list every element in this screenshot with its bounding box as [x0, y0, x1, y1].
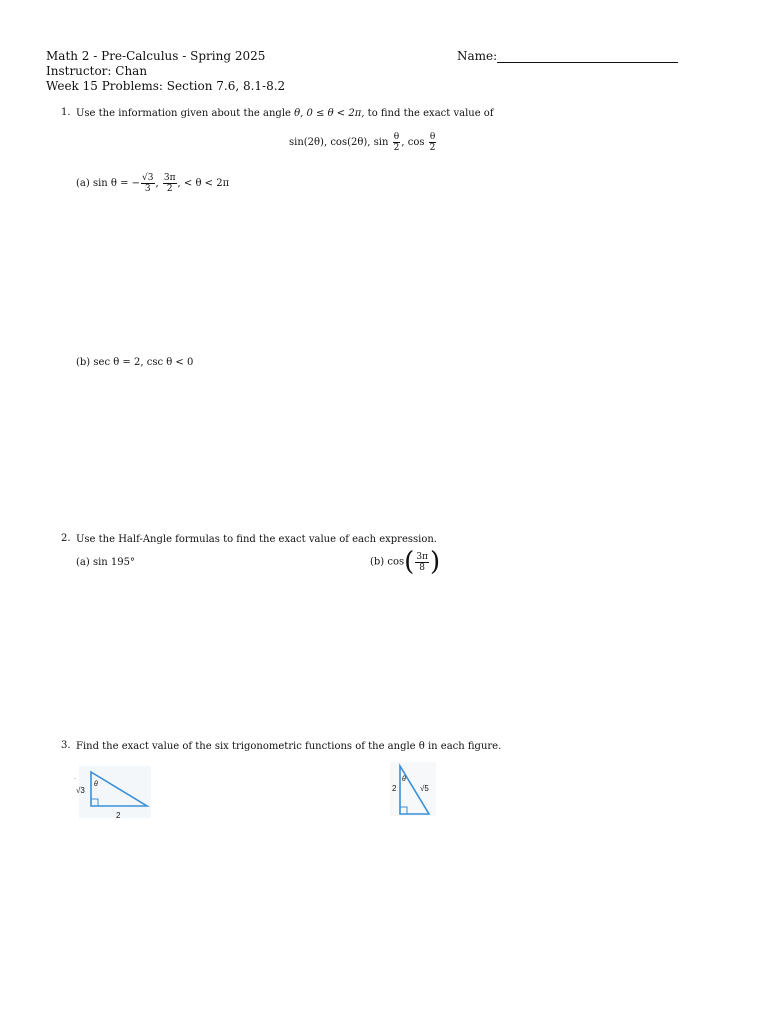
- horizontal-leg-label: 2: [116, 811, 121, 820]
- frac-denominator: 3: [144, 184, 151, 194]
- q1-target-coshalf-prefix: cos: [407, 137, 425, 148]
- q3-number: 3.: [61, 740, 71, 751]
- week-line: Week 15 Problems: Section 7.6, 8.1-8.2: [46, 79, 286, 93]
- q1-prompt: [76, 107, 494, 120]
- q3-figure-1-triangle: [70, 766, 160, 824]
- q3-figure-2-triangle: [386, 762, 438, 818]
- frac-denominator: 8: [419, 562, 426, 573]
- vertical-leg-label: 2: [392, 784, 397, 793]
- q1-target-cos2: cos(2θ),: [330, 137, 371, 148]
- hypotenuse-label: √5: [420, 784, 429, 793]
- stray-mark: ·: [74, 776, 76, 782]
- q3-prompt: Find the exact value of the six trigonometric functions of the angle θ in each figure.: [76, 741, 502, 752]
- figure-background: [79, 766, 151, 818]
- theta-label: θ: [402, 776, 406, 783]
- q1a-lhs: sin θ = −: [92, 178, 141, 189]
- q1b-label: (b): [76, 357, 91, 368]
- instructor-line: Instructor: Chan: [46, 64, 148, 78]
- q1-targets: [289, 132, 437, 153]
- q1a-fraction-root3: [141, 173, 154, 194]
- frac-numerator: 3π: [416, 551, 428, 562]
- frac-denominator: 2: [429, 143, 436, 153]
- theta-label: θ: [94, 781, 98, 788]
- q2-number: 2.: [61, 533, 71, 544]
- frac-numerator: √3: [142, 173, 154, 183]
- q1a-separator: ,: [155, 178, 159, 189]
- q2-prompt: Use the Half-Angle formulas to find the exact value of each expression.: [76, 534, 437, 545]
- q1b-statement: [76, 356, 193, 369]
- q2a-expr: sin 195°: [92, 557, 135, 568]
- q1-prompt-part-c: to find the exact value of: [367, 108, 494, 119]
- q1-prompt-domain: θ, 0 ≤ θ < 2π,: [294, 108, 365, 119]
- course-title: Math 2 - Pre-Calculus - Spring 2025: [46, 49, 266, 63]
- frac-numerator: 3π: [163, 173, 176, 183]
- q1b-text: sec θ = 2, csc θ < 0: [93, 357, 194, 368]
- name-label: Name:: [457, 49, 498, 63]
- q2b-label: (b): [370, 556, 385, 568]
- q1-target-sinhalf-fraction: [393, 132, 401, 153]
- q2a-statement: [76, 556, 135, 569]
- q2b-statement: [370, 549, 440, 576]
- q1-target-sinhalf-prefix: sin: [373, 137, 389, 148]
- q1-target-comma: ,: [401, 137, 405, 148]
- frac-numerator: θ: [393, 132, 400, 142]
- vertical-leg-label: √3: [76, 786, 85, 795]
- q2a-label: (a): [76, 557, 90, 568]
- frac-denominator: 2: [393, 143, 400, 153]
- frac-numerator: θ: [429, 132, 436, 142]
- q1a-statement: [76, 173, 229, 194]
- q1a-rhs: , < θ < 2π: [177, 178, 230, 189]
- q1a-label: (a): [76, 178, 90, 189]
- q1-number: 1.: [61, 107, 71, 118]
- q1-prompt-part-a: Use the information given about the angle: [76, 108, 291, 119]
- frac-denominator: 2: [166, 184, 173, 194]
- q2b-left-paren: (: [404, 547, 415, 577]
- name-blank-line[interactable]: [497, 62, 678, 63]
- q2b-prefix: cos: [387, 556, 405, 568]
- q1-target-coshalf-fraction: [429, 132, 437, 153]
- q2b-right-paren: ): [429, 547, 441, 577]
- q1-target-sin2: sin(2θ),: [289, 137, 328, 148]
- q2b-fraction: [415, 552, 429, 573]
- q1a-fraction-3pi-over-2: [163, 173, 177, 194]
